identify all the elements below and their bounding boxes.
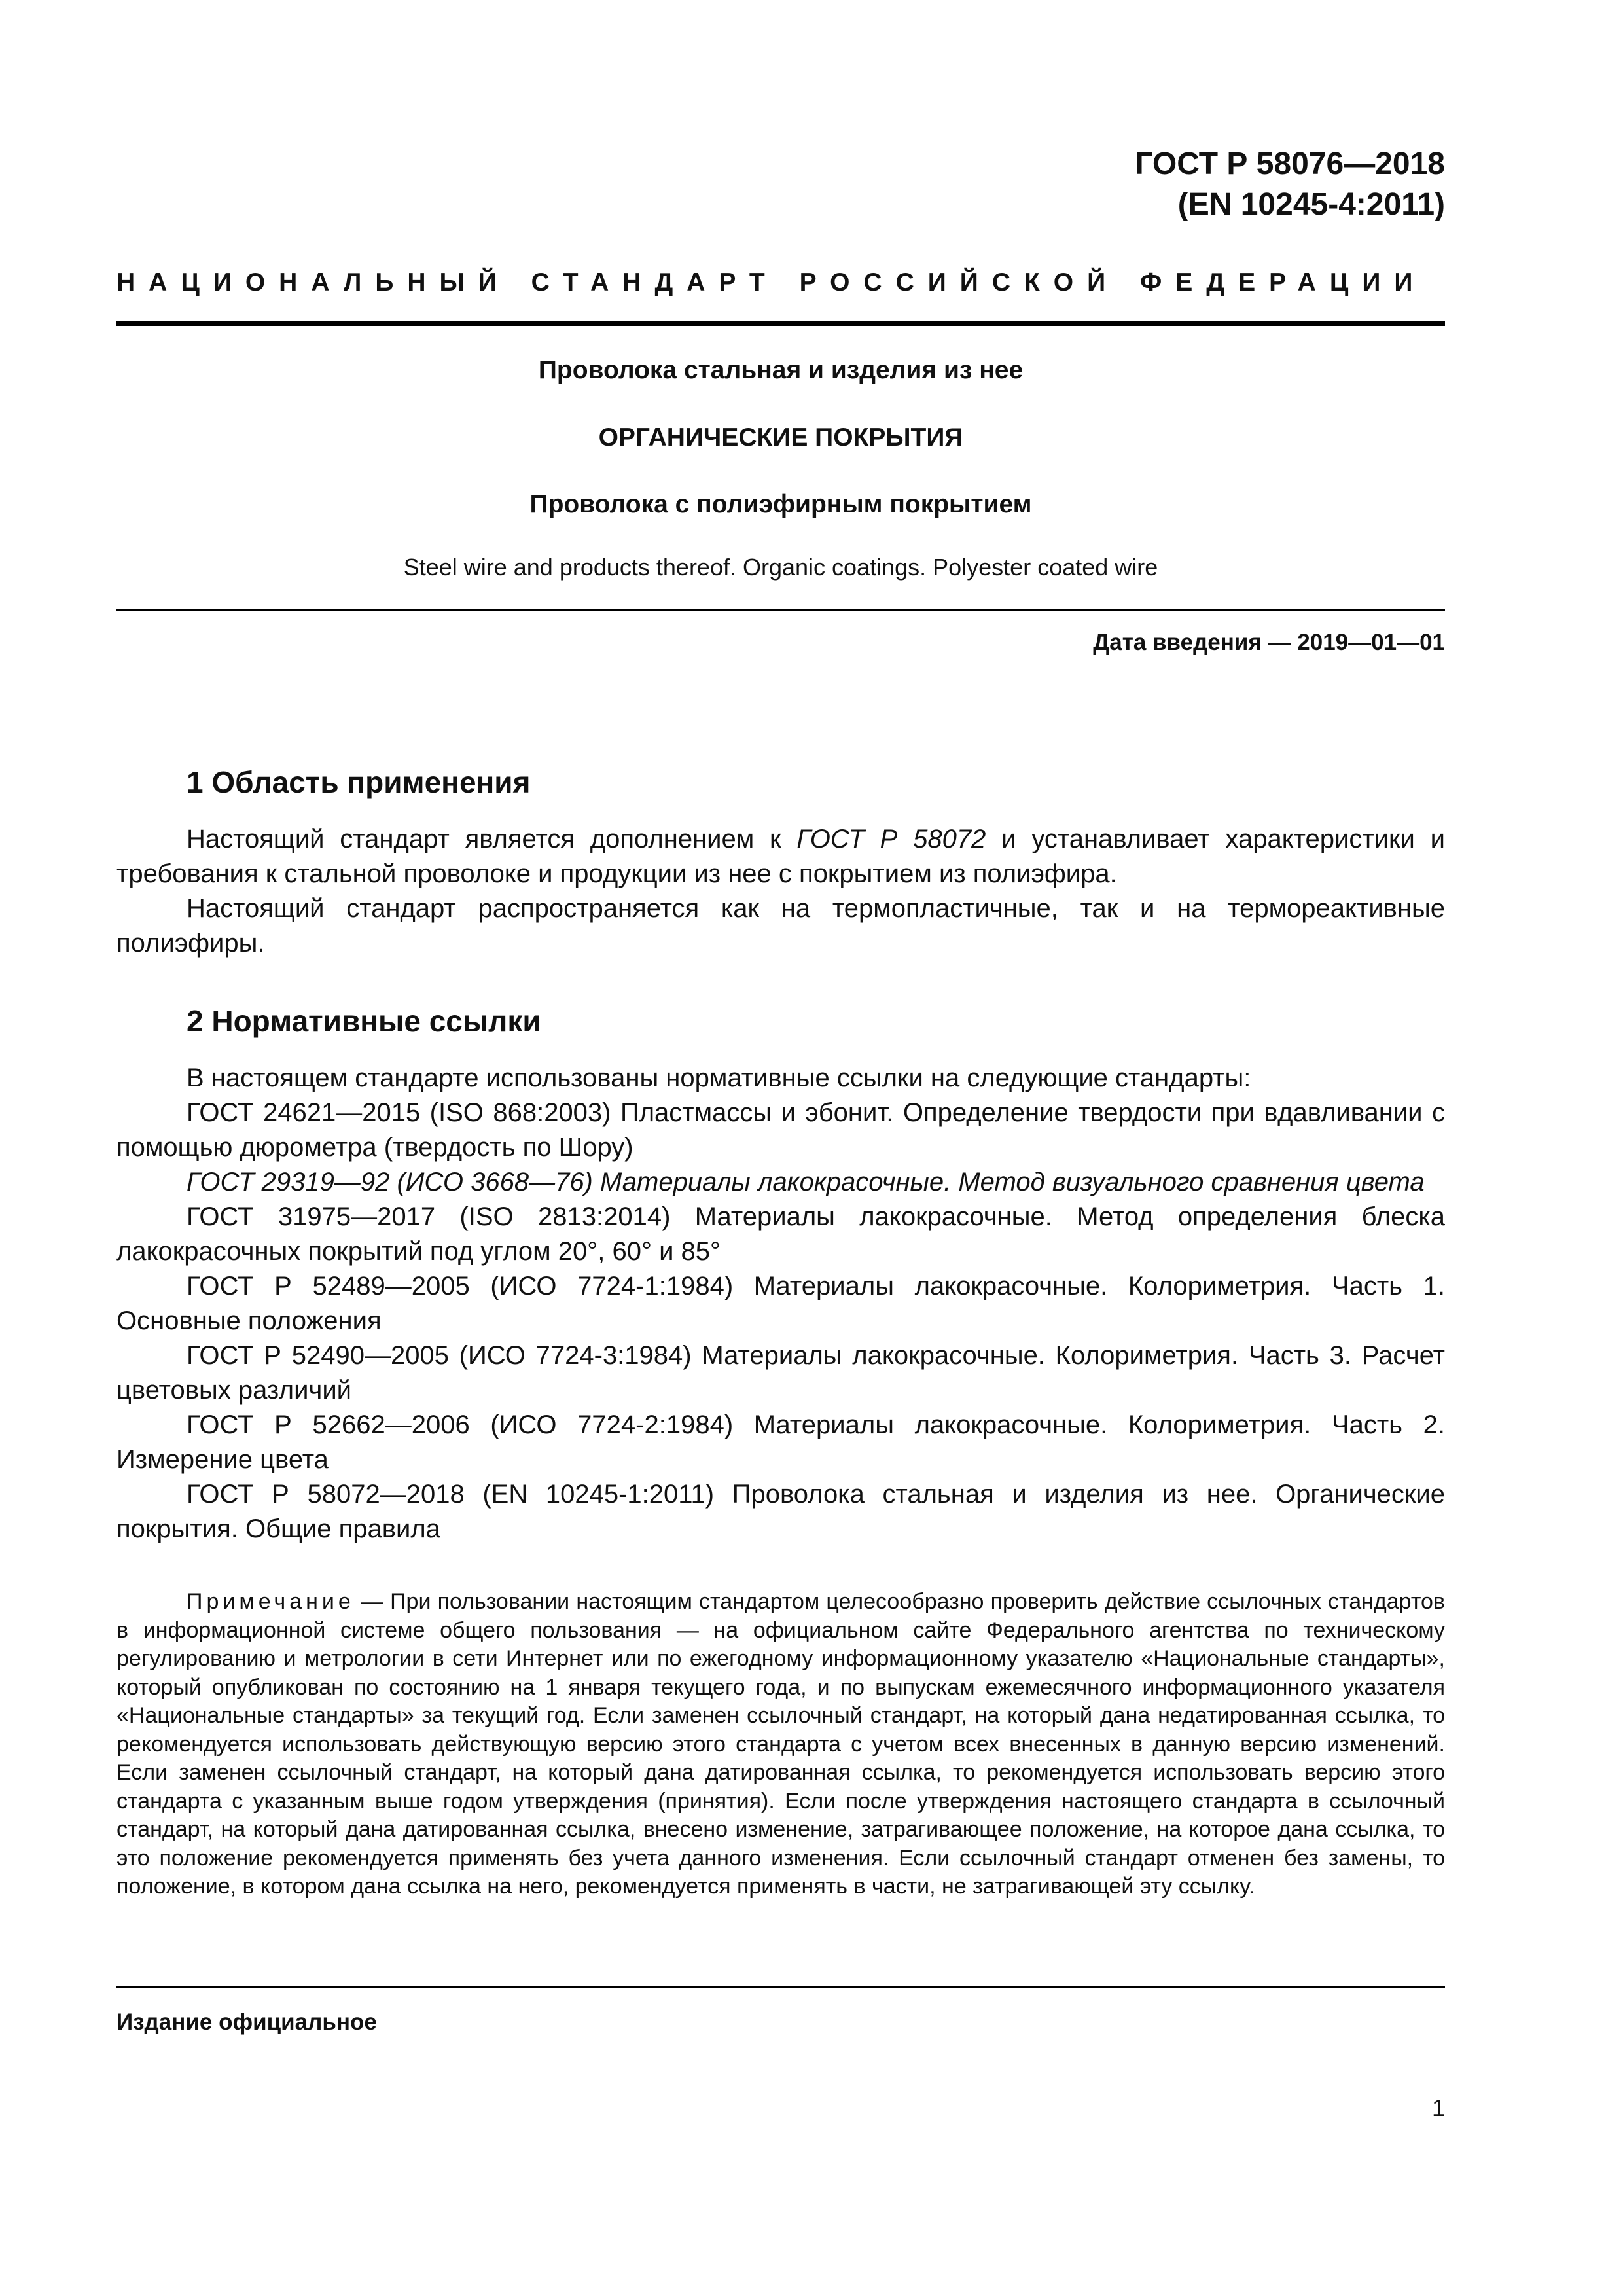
- reference-item: ГОСТ Р 52490—2005 (ИСО 7724-3:1984) Материалы лакокрасочные. Колориметрия. Часть 3. Расчет цветовых различий: [116, 1341, 1445, 1405]
- reference-item: ГОСТ 31975—2017 (ISO 2813:2014) Материалы лакокрасочные. Метод определения блеска лакокрасочных покрытий под углом 20°, 60° и 85°: [116, 1202, 1445, 1266]
- title-english: Steel wire and products thereof. Organic coatings. Polyester coated wire: [403, 554, 1158, 581]
- note-text: — При пользовании настоящим стандартом целесообразно проверить действие ссылочных стандартов в информационной системе общего пользования — на официальном сайте Федерального агентства по техническому регулированию и метрологии в сети Интернет или по ежегодному информационному указателю «Национальные стандарты», который опубликован по состоянию на 1 января текущего года, и по выпускам ежемесячного информационного указателя «Национальные стандарты» за текущий год. Если заменен ссылочный стандарт, на который дана недатированная ссылка, то рекомендуется использовать действующую версию этого стандарта с учетом всех внесенных в данную версию изменений. Если заменен ссылочный стандарт, на который дана датированная ссылка, то рекомендуется использовать версию этого стандарта с указанным выше годом утверждения (принятия). Если после утверждения настоящего стандарта в ссылочный стандарт, на который дана датированная ссылка, внесено изменение, затрагивающее положение, на которое дана ссылка, то это положение рекомендуется применять без учета данного изменения. Если ссылочный стандарт отменен без замены, то положение, в котором дана ссылка на него, рекомендуется применять в части, не затрагивающей эту ссылку.: [116, 1589, 1445, 1899]
- reference-item: ГОСТ Р 52489—2005 (ИСО 7724-1:1984) Материалы лакокрасочные. Колориметрия. Часть 1. Основные положения: [116, 1272, 1445, 1335]
- title-divider: [116, 609, 1445, 611]
- note-label: Примечание: [187, 1589, 355, 1614]
- en-number: (EN 10245-4:2011): [1177, 187, 1445, 222]
- header-divider: [116, 321, 1445, 326]
- reference-item: ГОСТ Р 52662—2006 (ИСО 7724-2:1984) Материалы лакокрасочные. Колориметрия. Часть 2. Измерение цвета: [116, 1410, 1445, 1474]
- gost-number: ГОСТ Р 58076—2018: [1135, 147, 1445, 181]
- section-2-body: [116, 1061, 1445, 1547]
- footer-divider: [116, 1986, 1445, 1988]
- section-1-paragraph-1: Настоящий стандарт является дополнением к ГОСТ Р 58072 и устанавливает характеристики и требования к стальной проволоке и продукции из нее с покрытием из полиэфира.: [116, 825, 1445, 888]
- gost-reference-link: ГОСТ Р 58072: [796, 825, 986, 853]
- official-edition-label: Издание официальное: [116, 2009, 377, 2035]
- reference-item: ГОСТ 29319—92 (ИСО 3668—76) Материалы лакокрасочные. Метод визуального сравнения цвета: [187, 1168, 1425, 1196]
- introduction-date: Дата введения — 2019—01—01: [1093, 630, 1445, 655]
- title-line-2: ОРГАНИЧЕСКИЕ ПОКРЫТИЯ: [598, 423, 963, 452]
- section-1-paragraph-2: Настоящий стандарт распространяется как на термопластичные, так и на термореактивные полиэфиры.: [116, 894, 1445, 958]
- reference-item: ГОСТ 24621—2015 (ISO 868:2003) Пластмассы и эбонит. Определение твердости при вдавливании с помощью дюрометра (твердость по Шору): [116, 1098, 1445, 1162]
- section-1-heading: 1 Область применения: [187, 765, 531, 799]
- page-number: 1: [1431, 2094, 1445, 2121]
- gost-designation: [856, 144, 1445, 225]
- title-line-3: Проволока с полиэфирным покрытием: [529, 490, 1032, 518]
- section-2-heading: 2 Нормативные ссылки: [187, 1004, 541, 1038]
- reference-item: ГОСТ Р 58072—2018 (EN 10245-1:2011) Проволока стальная и изделия из нее. Органические покрытия. Общие правила: [116, 1480, 1445, 1543]
- title-line-1: Проволока стальная и изделия из нее: [538, 356, 1024, 384]
- section-2-intro: В настоящем стандарте использованы нормативные ссылки на следующие стандарты:: [187, 1064, 1251, 1092]
- section-1-body: [116, 822, 1445, 961]
- national-standard-banner: НАЦИОНАЛЬНЫЙ СТАНДАРТ РОССИЙСКОЙ ФЕДЕРАЦИИ: [116, 268, 1427, 296]
- note-block: [116, 1588, 1445, 1901]
